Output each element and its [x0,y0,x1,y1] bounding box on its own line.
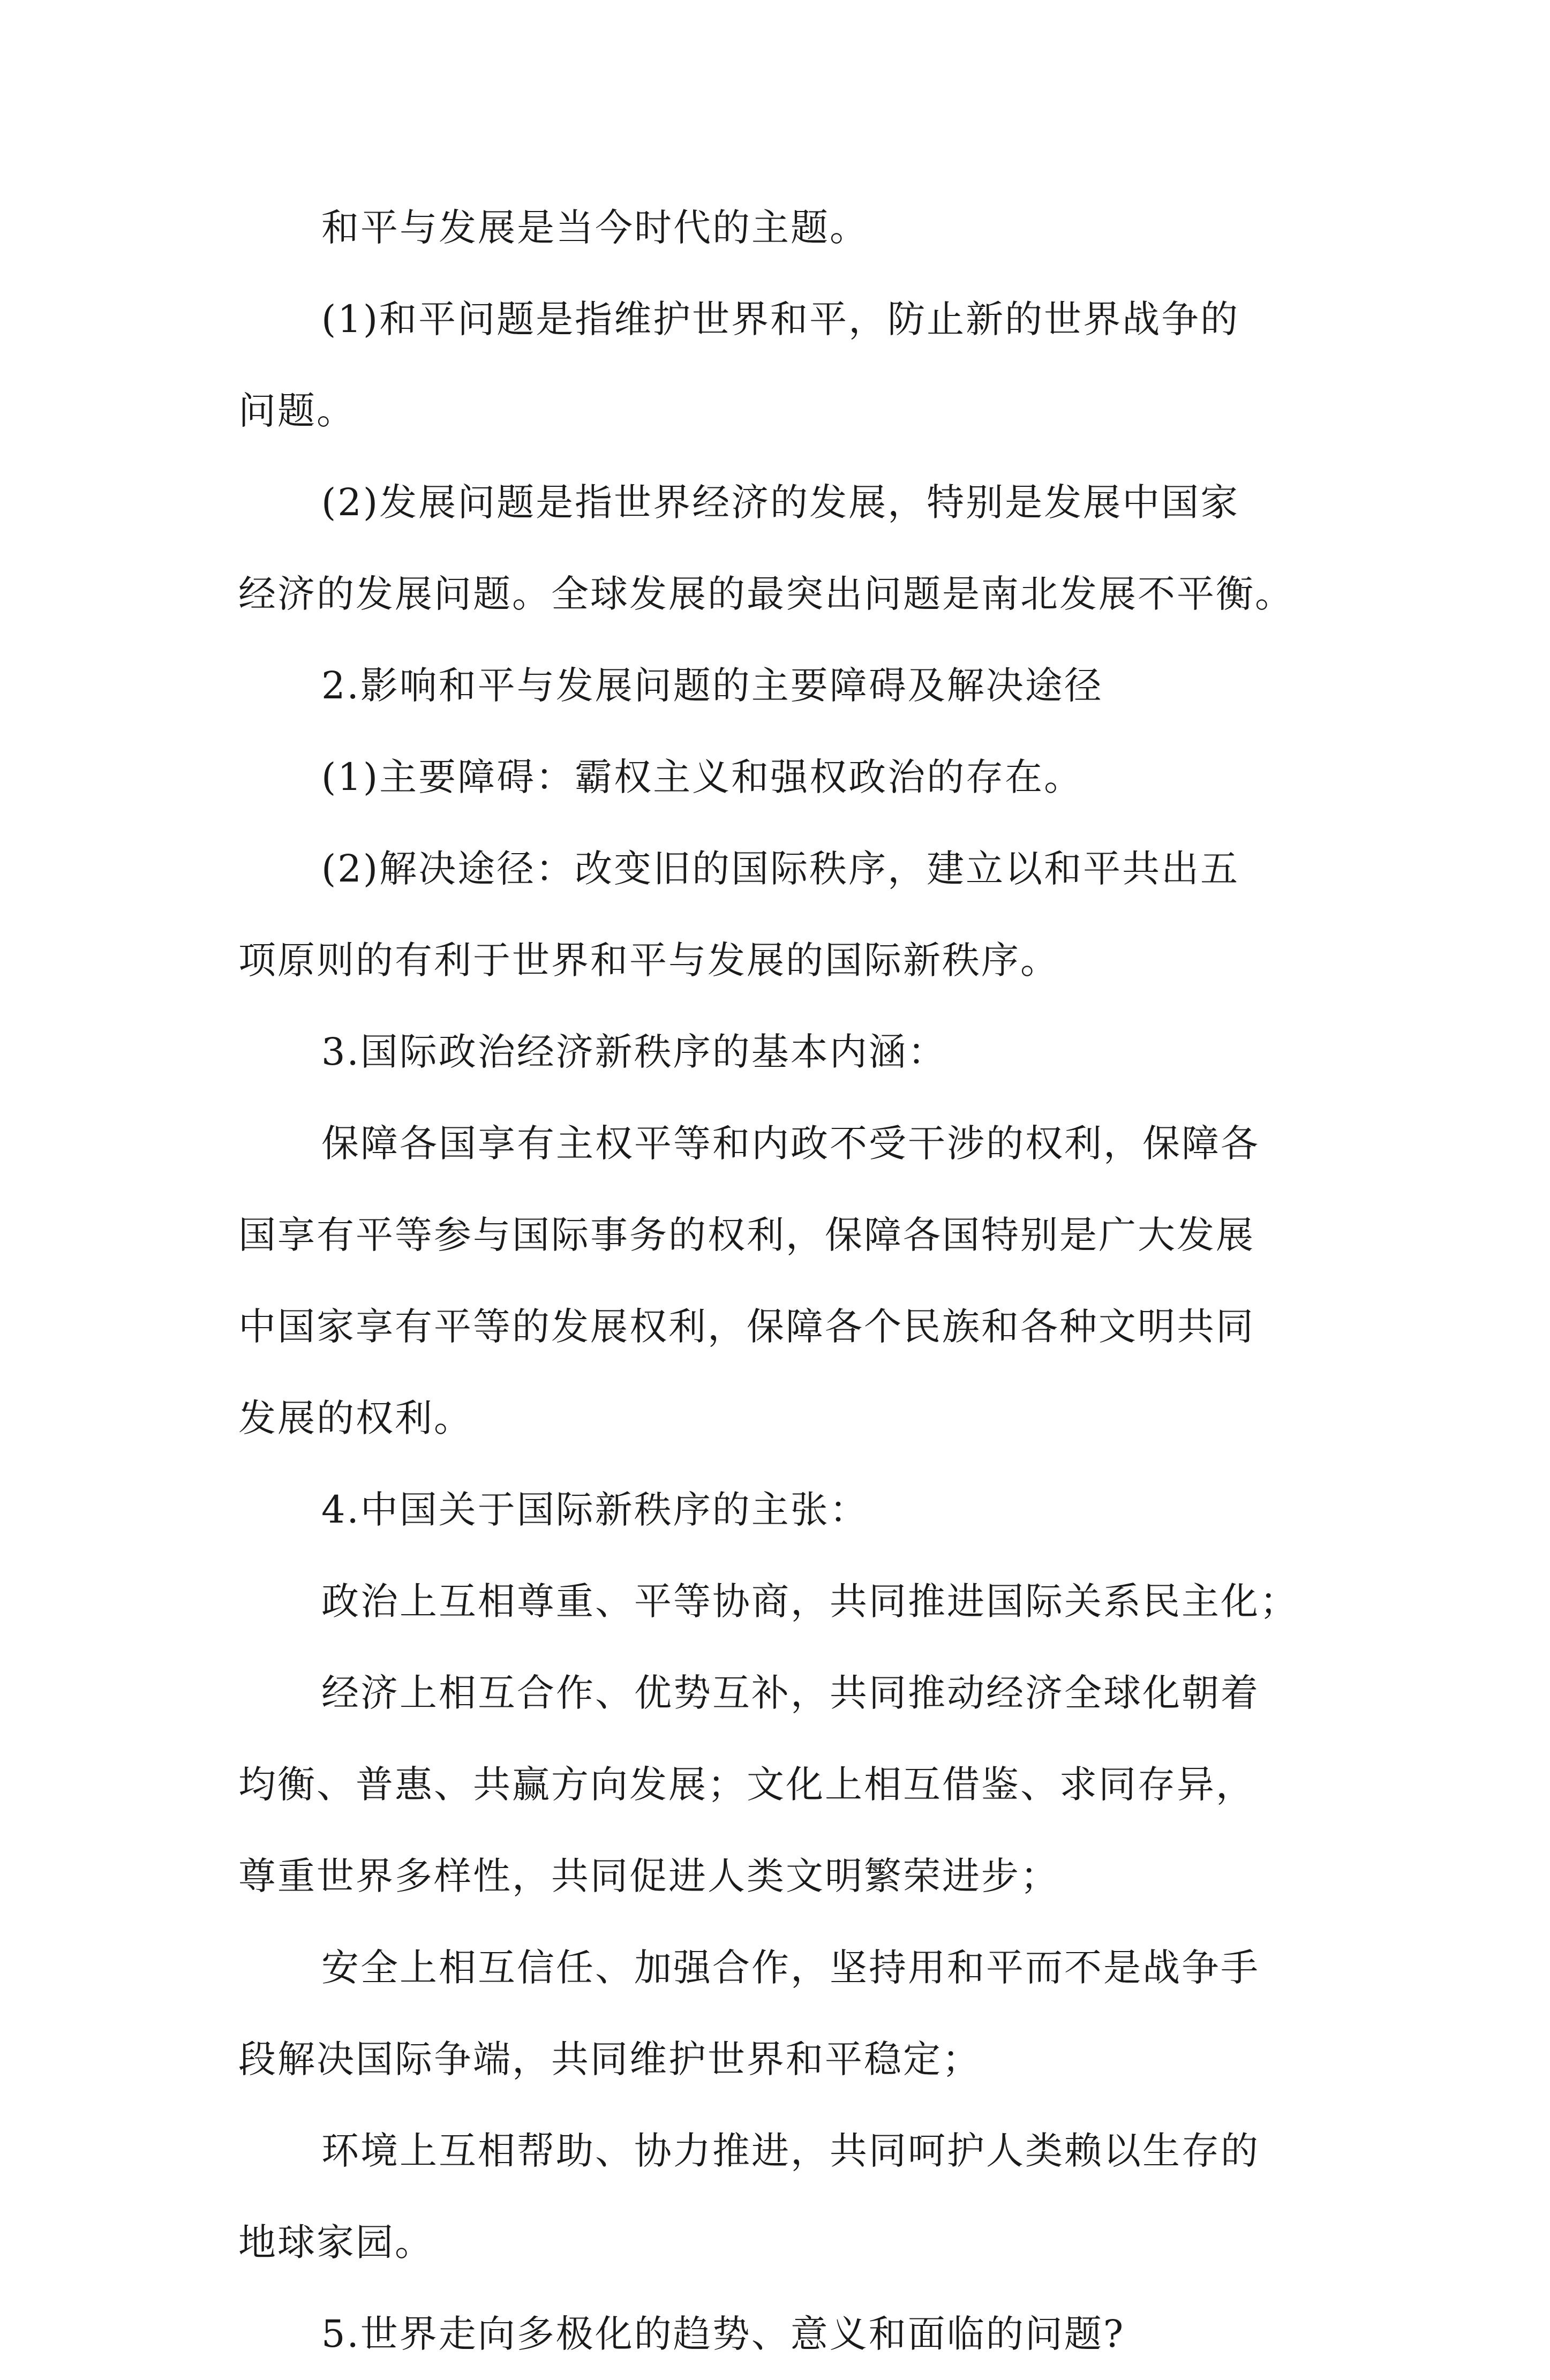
text-line: (1)和平问题是指维护世界和平，防止新的世界战争的 [321,297,1240,341]
text-line: 尊重世界多样性，共同促进人类文明繁荣进步； [238,1854,1059,1898]
text-line: 段解决国际争端，共同维护世界和平稳定； [238,2037,981,2081]
text-line: 和平与发展是当今时代的主题。 [321,206,869,250]
document-body [238,182,1342,2380]
text-line: (1)主要障碍：霸权主义和强权政治的存在。 [321,755,1084,799]
text-line: 发展的权利。 [238,1396,473,1440]
section-heading: 3.国际政治经济新秩序的基本内涵： [321,1030,947,1074]
section-heading: 4.中国关于国际新秩序的主张： [321,1488,869,1532]
text-line: 安全上相互信任、加强合作，坚持用和平而不是战争手 [321,1946,1260,1990]
text-line: 经济的发展问题。全球发展的最突出问题是南北发展不平衡。 [238,572,1294,616]
text-line: 项原则的有利于世界和平与发展的国际新秩序。 [238,938,1059,982]
section-heading: 2.影响和平与发展问题的主要障碍及解决途径 [321,664,1103,707]
section-heading: 5.世界走向多极化的趋势、意义和面临的问题? [321,2312,1125,2356]
text-line: 地球家园。 [238,2220,434,2264]
text-line: 环境上互相帮助、协力推进，共同呵护人类赖以生存的 [321,2129,1260,2173]
text-line: 经济上相互合作、优势互补，共同推动经济全球化朝着 [321,1671,1260,1715]
text-line: (2)发展问题是指世界经济的发展，特别是发展中国家 [321,480,1240,524]
text-line: 政治上互相尊重、平等协商，共同推进国际关系民主化； [321,1579,1299,1623]
text-line: 均衡、普惠、共赢方向发展；文化上相互借鉴、求同存异， [238,1763,1255,1806]
text-line: 中国家享有平等的发展权利，保障各个民族和各种文明共同 [238,1305,1255,1349]
text-line: 国享有平等参与国际事务的权利，保障各国特别是广大发展 [238,1213,1255,1257]
text-line: (2)解决途径：改变旧的国际秩序，建立以和平共出五 [321,847,1240,891]
text-line: 保障各国享有主权平等和内政不受干涉的权利，保障各 [321,1121,1260,1165]
text-line: 问题。 [238,389,356,433]
